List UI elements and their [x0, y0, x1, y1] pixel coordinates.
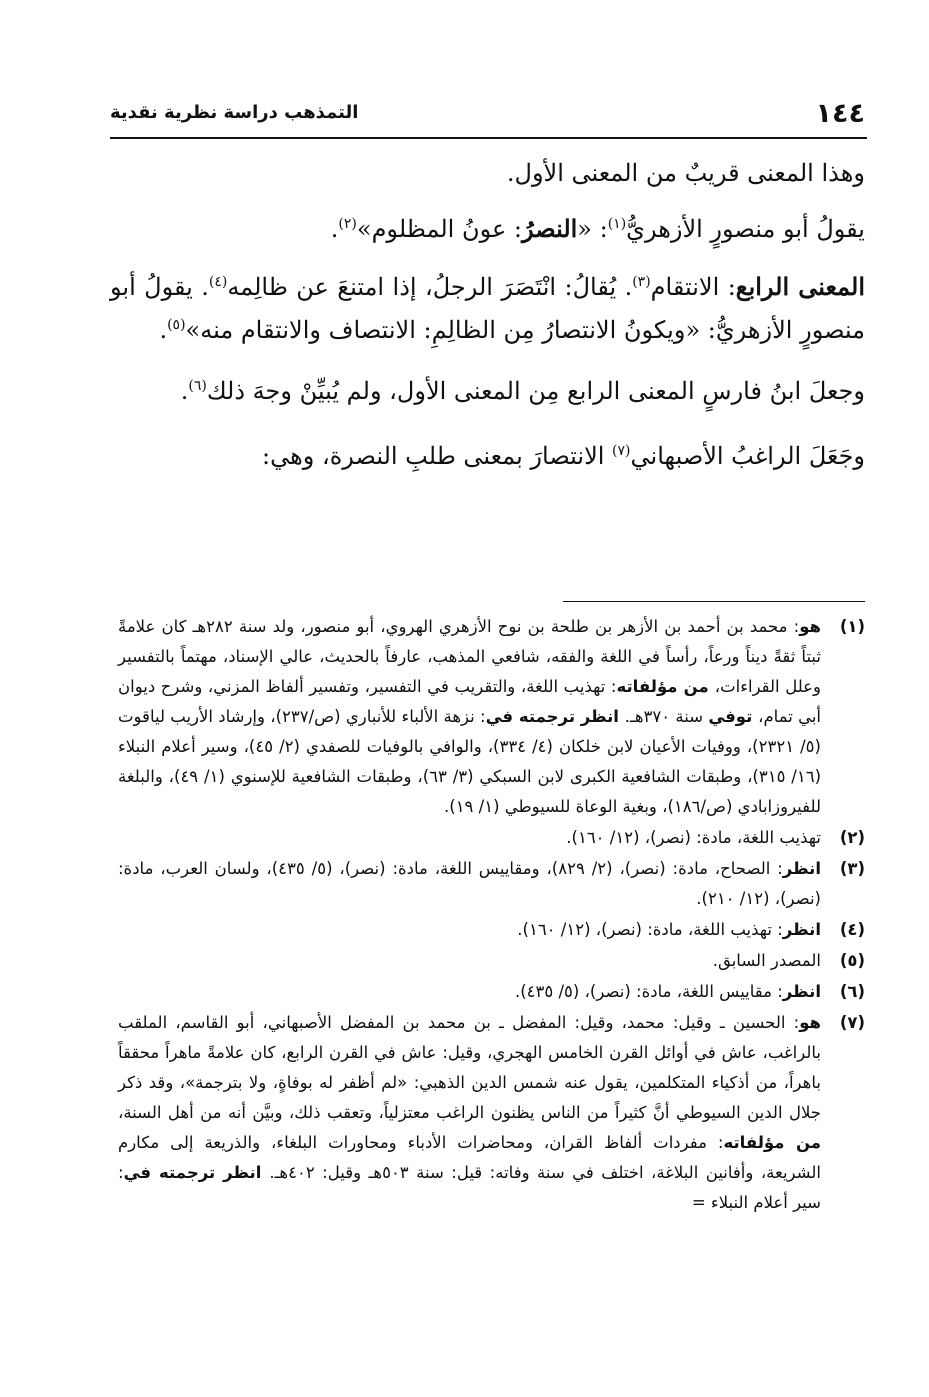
text-run: : «: [577, 215, 608, 243]
paragraph-4: [110, 370, 865, 413]
footnote-number: (٤): [839, 920, 865, 939]
bold-term: النصرُ: [522, 214, 578, 243]
footnote-number: (٢): [839, 828, 865, 847]
footnote-text: : محمد بن أحمد بن الأزهر بن طلحة بن نوح الأزهري الهروي، أبو منصور، ولد سنة ٢٨٢هـ كان علامةً ثبتاً ثقةً ديناً ورعاً، رأساً في اللغة والفقه، شافعي المذهب، عارفاً بالحديث، عالي الإسناد، مهتماً بالتفسير وعلل القراءات،: [118, 617, 821, 696]
footnote-ref-6[interactable]: (٦): [188, 378, 207, 394]
main-text: [110, 150, 865, 478]
footnote-ref-1[interactable]: (١): [607, 216, 627, 232]
footnote-text: : الصحاح، مادة: (نصر)، (٢/ ٨٢٩)، ومقاييس اللغة، مادة: (نصر)، (٥/ ٤٣٥)، ولسان العرب، مادة: (نصر)، (١٢/ ٢١٠).: [118, 859, 821, 908]
footnote-text: : مفردات ألفاظ القران، ومحاضرات الأدباء ومحاورات البلغاء، والذريعة إلى مكارم الشريعة، وأفانين البلاغة، اختلف في سنة وفاته: قيل: سنة ٥٠٣هـ وقيل: ٤٠٢هـ.: [118, 1133, 821, 1182]
footnote-text: : مقاييس اللغة، مادة: (نصر)، (٥/ ٤٣٥).: [514, 982, 783, 1001]
bold-label: هو: [799, 1013, 821, 1032]
paragraph-1: [110, 152, 865, 195]
paragraph-5: [110, 435, 865, 478]
header-rule: [110, 137, 867, 139]
footnotes: [118, 612, 865, 1218]
footnote-text: : نزهة الألباء للأنباري (ص/٢٣٧)، وإرشاد الأريب لياقوت (٥/ ٢٣٢١)، ووفيات الأعيان لابن خلكان (٤/ ٣٣٤)، والوافي بالوفيات للصفدي (٢/ ٤٥)، وسير أعلام النبلاء (١٦/ ٣١٥)، وطبقات الشافعية الكبرى لابن السبكي (٣/ ٦٣)، وطبقات الشافعية للإسنوي (١/ ٤٩)، والبلغة للفيروزابادي (ص/١٨٦)، وبغية الوعاة للسيوطي (١/ ١٩).: [118, 707, 822, 816]
page-number: ١٤٤: [815, 98, 865, 129]
footnote-ref-5[interactable]: (٥): [167, 317, 186, 333]
paragraph-1-text: وهذا المعنى قريبٌ من المعنى الأول.: [506, 159, 865, 187]
footnote-text: سنة ٣٧٠هـ.: [624, 707, 709, 726]
text-run: وجعلَ ابنُ فارسٍ المعنى الرابع مِن المعنى الأول، ولم يُبيِّنْ وجهَ ذلك: [206, 377, 865, 405]
footnote-2: [118, 823, 865, 853]
paragraph-2: [110, 207, 865, 251]
text-run: .: [159, 316, 168, 344]
footnote-text: المصدر السابق.: [712, 951, 821, 970]
footnote-ref-2[interactable]: (٢): [338, 216, 357, 232]
section-heading-inline: المعنى الرابع: [735, 272, 865, 301]
footnote-separator: [563, 601, 865, 602]
text-run: وجَعَلَ الراغبُ الأصبهاني: [630, 442, 865, 470]
bold-label: انظر ترجمته في: [485, 707, 625, 726]
text-run: الانتصارَ بمعنى طلبِ النصرة، وهي:: [261, 442, 613, 470]
footnote-ref-3[interactable]: (٣): [632, 274, 651, 290]
running-title: التمذهب دراسة نظرية نقدية: [110, 102, 359, 123]
footnote-text: : الحسين ـ وقيل: محمد، وقيل: المفضل ـ بن محمد بن المفضل الأصبهاني، أبو القاسم، الملقب بالراغب، عاش في أوائل القرن الخامس الهجري، وقيل: عاش في القرن الرابع، كان علامةً ماهراً محققاً باهراً، من أذكياء المتكلمين، يقول عنه شمس الدين الذهبي: «لم أظفر له بوفاةٍ، ولا بترجمة»، وقد ذكر جلال الدين السيوطي أنَّ كثيراً من الناس يظنون الراغب معتزلياً، وتعقب ذلك، وبيَّن أنه من أهل السنة،: [118, 1013, 821, 1122]
footnote-7: [118, 1008, 865, 1218]
footnote-number: (٦): [839, 982, 865, 1001]
text-run: : الانتقام: [650, 273, 736, 301]
footnote-text: : تهذيب اللغة، والتقريب في التفسير، وتفسير ألفاظ المزني، وشرح ديوان أبي تمام،: [118, 677, 822, 726]
footnote-ref-7[interactable]: (٧): [612, 443, 631, 459]
footnote-number: (٣): [839, 859, 865, 878]
footnote-text: تهذيب اللغة، مادة: (نصر)، (١٢/ ١٦٠).: [566, 828, 821, 847]
footnote-text: : سير أعلام النبلاء =: [118, 1163, 821, 1212]
page-header: [110, 96, 865, 136]
footnote-3: [118, 854, 865, 914]
text-run: يقولُ أبو منصورٍ الأزهريُّ: [626, 215, 865, 243]
bold-label: من مؤلفاته: [723, 1133, 822, 1152]
bold-label: توفي: [708, 707, 759, 726]
bold-label: انظر: [782, 859, 821, 878]
footnote-1: [118, 612, 865, 822]
bold-label: انظر: [782, 920, 821, 939]
bold-label: هو: [799, 617, 821, 636]
footnote-number: (٧): [839, 1013, 865, 1032]
footnote-4: [118, 915, 865, 945]
footnote-number: (١): [839, 617, 865, 636]
bold-label: انظر: [782, 982, 821, 1001]
text-run: .: [330, 215, 339, 243]
footnote-6: [118, 977, 865, 1007]
footnote-5: [118, 946, 865, 976]
footnote-ref-4[interactable]: (٤): [208, 274, 228, 290]
footnote-text: : تهذيب اللغة، مادة: (نصر)، (١٢/ ١٦٠).: [517, 920, 783, 939]
text-run: . يُقالُ: انْتَصَرَ الرجلُ، إذا امتنعَ عن ظالِمه: [227, 273, 633, 301]
footnote-number: (٥): [839, 951, 865, 970]
paragraph-3: [110, 265, 865, 352]
text-run: .: [180, 377, 189, 405]
bold-label: انظر ترجمته في: [123, 1163, 270, 1182]
text-run: : عونُ المظلوم»: [356, 215, 523, 243]
bold-label: من مؤلفاته: [616, 677, 715, 696]
text-run: . يقولُ أبو منصورٍ الأزهريُّ: «ويكونُ الانتصارُ مِن الظالِمِ: الانتصاف والانتقام منه»: [110, 273, 865, 344]
